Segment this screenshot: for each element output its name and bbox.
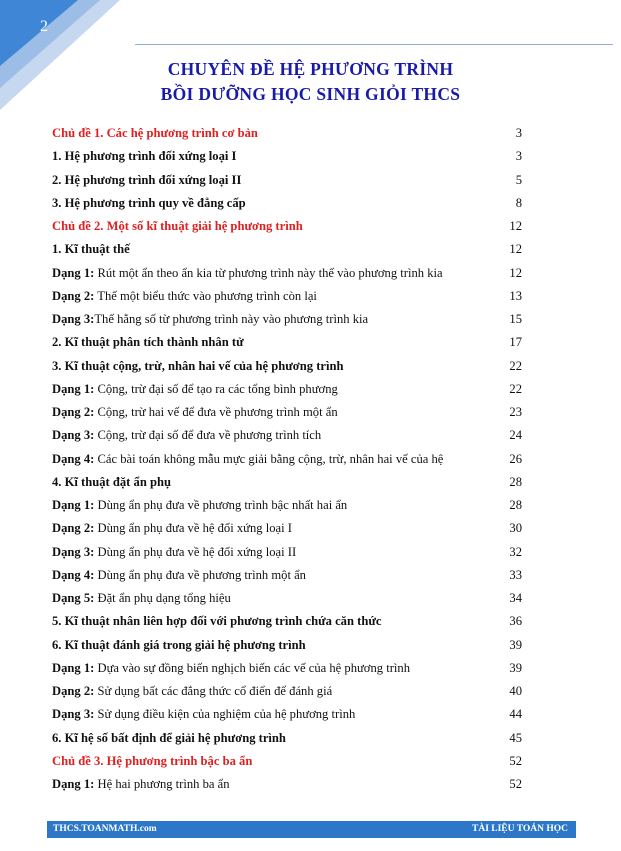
toc-entry-page: 15 — [509, 312, 522, 326]
toc-entry-page: 12 — [509, 219, 522, 233]
toc-entry-type-label: Dạng 1: — [52, 777, 95, 791]
toc-entry-text: Đặt ẩn phụ dạng tổng hiệu — [94, 591, 231, 605]
toc-entry-page: 30 — [509, 521, 522, 536]
toc-entry-type-label: Dạng 2: — [52, 405, 95, 419]
toc-entry-text: 2. Hệ phương trình đối xứng loại II — [52, 172, 242, 187]
toc-entry-type-label: Dạng 1: — [52, 265, 95, 280]
toc-entry-text: Thế một biểu thức vào phương trình còn lại — [94, 288, 317, 303]
toc-entry[interactable] — [52, 239, 530, 262]
toc-entry-page: 28 — [509, 474, 522, 489]
toc-entry-page: 12 — [509, 265, 522, 280]
toc-entry[interactable] — [52, 356, 530, 379]
toc-entry-title — [52, 263, 443, 283]
toc-entry-text: 2. Kĩ thuật phân tích thành nhân tử — [52, 335, 244, 350]
toc-entry-title — [52, 611, 381, 631]
toc-entry-page: 24 — [509, 428, 522, 443]
toc-entry[interactable] — [52, 588, 530, 611]
toc-entry[interactable] — [52, 170, 530, 193]
toc-entry-text: 3. Kĩ thuật cộng, trừ, nhân hai vế của hệ phương trình — [52, 358, 344, 373]
toc-entry[interactable] — [52, 472, 530, 495]
toc-entry-title — [52, 542, 296, 562]
toc-entry[interactable] — [52, 542, 530, 565]
toc-entry-text: Hệ hai phương trình ba ẩn — [94, 777, 230, 791]
toc-entry[interactable] — [52, 681, 530, 704]
toc-entry-type-label: Dạng 3: — [52, 707, 95, 722]
page-number: 2 — [40, 18, 48, 35]
toc-entry-title — [52, 495, 347, 515]
toc-entry-text: Rút một ẩn theo ẩn kia từ phương trình này thế vào phương trình kia — [94, 265, 443, 280]
toc-entry-title — [52, 356, 344, 376]
toc-entry-title — [52, 239, 130, 259]
toc-entry-text: 3. Hệ phương trình quy về đẳng cấp — [52, 195, 246, 210]
toc-entry-text: Sử dụng bất các đẳng thức cổ điển để đánh giá — [94, 684, 333, 698]
table-of-contents — [52, 123, 530, 797]
toc-entry-title — [52, 588, 231, 608]
toc-entry-type-label: Dạng 3: — [52, 312, 95, 326]
toc-entry-title — [52, 658, 410, 678]
toc-entry[interactable] — [52, 193, 530, 216]
toc-entry-text: Dùng ẩn phụ đưa về hệ đối xứng loại II — [94, 544, 297, 559]
toc-entry-text: Dựa vào sự đồng biến nghịch biến các vế của hệ phương trình — [94, 660, 410, 675]
toc-entry-text: Dùng ẩn phụ đưa về hệ đối xứng loại I — [94, 521, 292, 536]
toc-entry-page: 34 — [509, 591, 522, 605]
toc-entry[interactable] — [52, 123, 530, 146]
toc-entry-type-label: Dạng 2: — [52, 684, 95, 698]
toc-entry-title — [52, 123, 258, 143]
toc-entry-title — [52, 309, 368, 329]
toc-entry-text: Dùng ẩn phụ đưa về phương trình bậc nhất hai ẩn — [94, 498, 348, 512]
footer-bar — [47, 821, 576, 838]
toc-entry[interactable] — [52, 286, 530, 309]
toc-entry-page: 45 — [509, 730, 522, 745]
toc-entry[interactable] — [52, 216, 530, 239]
toc-entry-page: 28 — [509, 498, 522, 512]
toc-entry-page: 22 — [509, 358, 522, 373]
toc-entry-page: 39 — [509, 637, 522, 652]
toc-entry-text: Sử dụng điều kiện của nghiệm của hệ phương trình — [94, 707, 356, 722]
toc-entry[interactable] — [52, 611, 530, 634]
toc-entry[interactable] — [52, 146, 530, 169]
toc-entry[interactable] — [52, 402, 530, 425]
toc-entry-title — [52, 193, 246, 213]
toc-entry[interactable] — [52, 518, 530, 541]
toc-entry-text: 1. Kĩ thuật thế — [52, 242, 130, 257]
toc-entry-page: 44 — [509, 707, 522, 722]
toc-entry-title — [52, 286, 317, 306]
toc-entry-title — [52, 216, 303, 236]
toc-entry-text: Thế hằng số từ phương trình này vào phương trình kia — [94, 312, 369, 326]
title-line-1: CHUYÊN ĐỀ HỆ PHƯƠNG TRÌNH — [167, 59, 454, 79]
toc-entry-text: 1. Hệ phương trình đối xứng loại I — [52, 149, 237, 164]
toc-entry-page: 17 — [509, 335, 522, 350]
toc-entry[interactable] — [52, 635, 530, 658]
toc-entry-page: 5 — [515, 172, 522, 187]
toc-entry-page: 26 — [509, 451, 522, 466]
header-rule — [135, 44, 613, 45]
toc-entry-page: 40 — [509, 684, 522, 698]
toc-entry-type-label: Dạng 3: — [52, 544, 95, 559]
toc-entry-title — [52, 751, 252, 771]
toc-entry-type-label: Dạng 4: — [52, 567, 95, 582]
toc-entry-text: 6. Kĩ thuật đánh giá trong giải hệ phương trình — [52, 637, 306, 652]
toc-entry-title — [52, 635, 306, 655]
toc-entry-text: Chủ đề 1. Các hệ phương trình cơ bản — [52, 126, 258, 140]
toc-entry-page: 22 — [509, 381, 522, 396]
toc-entry[interactable] — [52, 495, 530, 518]
footer-label: TÀI LIỆU TOÁN HỌC — [472, 824, 568, 834]
toc-entry-type-label: Dạng 1: — [52, 660, 95, 675]
toc-entry-page: 52 — [509, 777, 522, 791]
toc-entry-page: 52 — [509, 753, 522, 768]
toc-entry-page: 32 — [509, 544, 522, 559]
toc-entry[interactable] — [52, 565, 530, 588]
toc-entry-title — [52, 402, 338, 422]
toc-entry-title — [52, 425, 321, 445]
toc-entry-type-label: Dạng 2: — [52, 288, 95, 303]
toc-entry-title — [52, 728, 286, 748]
toc-entry[interactable] — [52, 704, 530, 727]
toc-entry[interactable] — [52, 332, 530, 355]
toc-entry-title — [52, 774, 230, 794]
toc-entry-type-label: Dạng 1: — [52, 381, 95, 396]
toc-entry-title — [52, 170, 241, 190]
toc-entry-text: 4. Kĩ thuật đặt ẩn phụ — [52, 474, 171, 489]
toc-entry-text: Các bài toán không mẫu mực giải bằng cộng, trừ, nhân hai vế của hệ — [94, 451, 444, 466]
toc-entry-type-label: Dạng 4: — [52, 451, 95, 466]
toc-entry[interactable] — [52, 774, 530, 797]
toc-entry-type-label: Dạng 1: — [52, 498, 95, 512]
toc-entry-text: Dùng ẩn phụ đưa về phương trình một ẩn — [94, 567, 306, 582]
toc-entry-page: 13 — [509, 288, 522, 303]
toc-entry-page: 36 — [509, 614, 522, 629]
footer-website[interactable]: THCS.TOANMATH.com — [53, 824, 157, 834]
toc-entry-title — [52, 565, 306, 585]
toc-entry-text: Cộng, trừ đại số để đưa về phương trình tích — [94, 428, 322, 443]
toc-entry-text: Chủ đề 2. Một số kĩ thuật giải hệ phương trình — [52, 219, 303, 233]
toc-entry-page: 3 — [515, 126, 522, 140]
toc-entry[interactable] — [52, 449, 530, 472]
toc-entry-title — [52, 472, 171, 492]
toc-entry-page: 33 — [509, 567, 522, 582]
toc-entry-text: Cộng, trừ đại số để tạo ra các tổng bình phương — [94, 381, 338, 396]
toc-entry-page: 8 — [515, 195, 522, 210]
toc-entry-text: 5. Kĩ thuật nhân liên hợp đối với phương trình chứa căn thức — [52, 614, 382, 629]
toc-entry-page: 3 — [515, 149, 522, 164]
toc-entry[interactable] — [52, 728, 530, 751]
toc-entry-title — [52, 332, 244, 352]
toc-entry[interactable] — [52, 263, 530, 286]
toc-entry[interactable] — [52, 379, 530, 402]
toc-entry-title — [52, 704, 355, 724]
toc-entry-title — [52, 681, 332, 701]
toc-entry-type-label: Dạng 3: — [52, 428, 95, 443]
toc-entry[interactable] — [52, 658, 530, 681]
toc-entry-title — [52, 518, 292, 538]
toc-entry-text: Cộng, trừ hai vế để đưa về phương trình một ẩn — [94, 405, 338, 419]
toc-entry[interactable] — [52, 425, 530, 448]
toc-entry[interactable] — [52, 309, 530, 332]
toc-entry-type-label: Dạng 5: — [52, 591, 95, 605]
toc-entry-title — [52, 449, 443, 469]
document-title — [0, 57, 621, 107]
toc-entry-page: 23 — [509, 405, 522, 419]
toc-entry-text: 6. Kĩ hệ số bất định để giải hệ phương trình — [52, 730, 286, 745]
toc-entry-page: 12 — [509, 242, 522, 257]
toc-entry-text: Chủ đề 3. Hệ phương trình bậc ba ẩn — [52, 753, 253, 768]
toc-entry-title — [52, 379, 338, 399]
toc-entry-title — [52, 146, 236, 166]
toc-entry[interactable] — [52, 751, 530, 774]
toc-entry-type-label: Dạng 2: — [52, 521, 95, 536]
toc-entry-page: 39 — [509, 660, 522, 675]
title-line-2: BỒI DƯỠNG HỌC SINH GIỎI THCS — [160, 84, 461, 104]
